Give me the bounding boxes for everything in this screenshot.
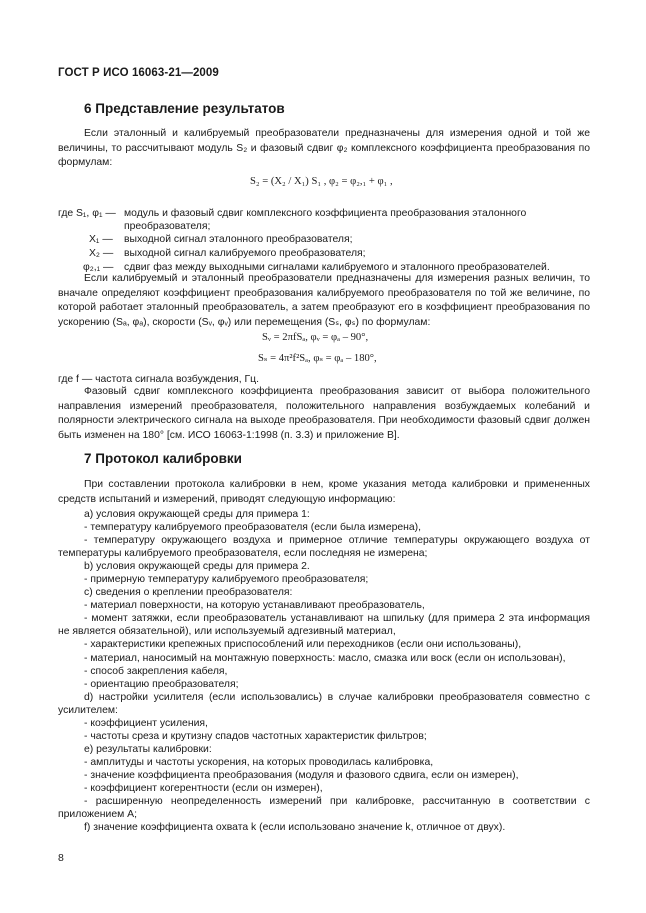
- frequency-note: где f — частота сигнала возбуждения, Гц.: [58, 374, 259, 385]
- list-item: c) сведения о креплении преобразователя:: [84, 587, 293, 599]
- legend-text: выходной сигнал калибруемого преобразователя;: [124, 248, 366, 259]
- formula-displacement: Sₛ = 4π²f²Sₐ, φₛ = φₐ – 180°,: [258, 353, 377, 364]
- list-item: - момент затяжки, если преобразователь устанавливают на шпильку (для примера 2 эта информация не является обязательной), или используемый адгезивный материал,: [58, 613, 590, 638]
- section-6-intro: Если эталонный и калибруемый преобразователи предназначены для измерения одной и той же величины, то рассчитывают модуль S₂ и фазовый сдвиг φ₂ комплексного коэффициента преобразования по формулам:: [58, 128, 590, 169]
- list-item: - коэффициент когерентности (если он измерен),: [84, 782, 323, 794]
- list-item: - характеристики крепежных приспособлений или переходников (если они использованы),: [84, 639, 522, 651]
- formula-velocity: Sᵥ = 2πfSₐ, φᵥ = φₐ – 90°,: [262, 332, 369, 343]
- page-number: 8: [58, 852, 64, 864]
- legend-text: выходной сигнал эталонного преобразователя;: [124, 234, 353, 245]
- legend-symbol: S₁, φ₁ —: [76, 208, 116, 219]
- list-item: - значение коэффициента преобразования (модуля и фазового сдвига, если он измерен),: [84, 769, 519, 781]
- legend-symbol: X₁ —: [89, 234, 113, 245]
- calibration-report-list: [58, 508, 590, 834]
- list-item: f) значение коэффициента охвата k (если использовано значение k, отличное от двух).: [84, 822, 506, 834]
- list-item: d) настройки усилителя (если использовались) в случае калибровки преобразователя совместно с усилителем:: [58, 691, 590, 716]
- list-item: e) результаты калибровки:: [84, 743, 212, 755]
- list-item: - температуру калибруемого преобразователя (если была измерена),: [84, 522, 422, 534]
- where-label: где: [58, 208, 74, 219]
- formula-1-text: S₂ = (X₂ / X₁) S₁ , φ₂ = φ₂,₁ + φ₁ ,: [250, 176, 393, 187]
- legend-symbol: φ₂,₁ —: [83, 262, 114, 273]
- legend-text: модуль и фазовый сдвиг комплексного коэффициента преобразования эталонного преобразователя;: [124, 208, 527, 233]
- formula-sensitivity: [250, 176, 393, 187]
- legend-text: сдвиг фаз между выходными сигналами калибруемого и эталонного преобразователей.: [124, 262, 550, 273]
- list-item: - примерную температуру калибруемого преобразователя;: [84, 574, 369, 586]
- section-7-title: 7 Протокол калибровки: [84, 451, 242, 466]
- list-item: - частоты среза и крутизну спадов частотных характеристик фильтров;: [84, 730, 427, 742]
- list-item: - расширенную неопределенность измерений при калибровке, рассчитанную в соответствии с приложением А;: [58, 796, 590, 821]
- list-item: - ориентацию преобразователя;: [84, 678, 239, 690]
- list-item: - материал поверхности, на которую устанавливают преобразователь,: [84, 600, 425, 612]
- legend-symbol: X₂ —: [89, 248, 114, 259]
- section-6-title: 6 Представление результатов: [84, 101, 285, 116]
- section-6-paragraph-2: Если калибруемый и эталонный преобразователи предназначены для измерения разных величин, то вначале определяют коэффициент преобразования калибруемого преобразователя по той же величине, по которой работает эталонный преобразователь, а затем преобразуют его в коэффициент преобразования по ускорению (Sₐ, φₐ), скорости (Sᵥ, φᵥ) или перемещения (Sₛ, φₛ) по формулам:: [58, 273, 590, 328]
- symbol-legend: [58, 207, 590, 275]
- list-item: - коэффициент усиления,: [84, 717, 208, 729]
- document-header: ГОСТ Р ИСО 16063-21—2009: [58, 67, 219, 79]
- list-item: - материал, наносимый на монтажную поверхность: масло, смазка или воск (если он использован),: [84, 652, 566, 664]
- list-item: - амплитуды и частоты ускорения, на которых проводилась калибровка,: [84, 756, 434, 768]
- section-6-paragraph-3: Фазовый сдвиг комплексного коэффициента преобразования зависит от выбора положительного направления измерений преобразователя, положительного направления возбуждаемых колебаний и полярности электрического сигнала на выходе преобразователя. При необходимости фазовый сдвиг должен быть изменен на 180° [см. ИСО 16063-1:1998 (п. 3.3) и приложение В].: [58, 386, 590, 441]
- list-item: - температуру окружающего воздуха и примерное отличие температуры окружающего воздуха от температуры калибруемого преобразователя, если последняя не измерена;: [58, 535, 590, 560]
- list-item: a) условия окружающей среды для примера 1:: [84, 509, 310, 520]
- list-item: - способ закрепления кабеля,: [84, 665, 228, 677]
- section-7-intro: При составлении протокола калибровки в нем, кроме указания метода калибровки и примененных средств испытаний и измерений, приводят следующую информацию:: [58, 479, 590, 505]
- list-item: b) условия окружающей среды для примера 2.: [84, 561, 310, 573]
